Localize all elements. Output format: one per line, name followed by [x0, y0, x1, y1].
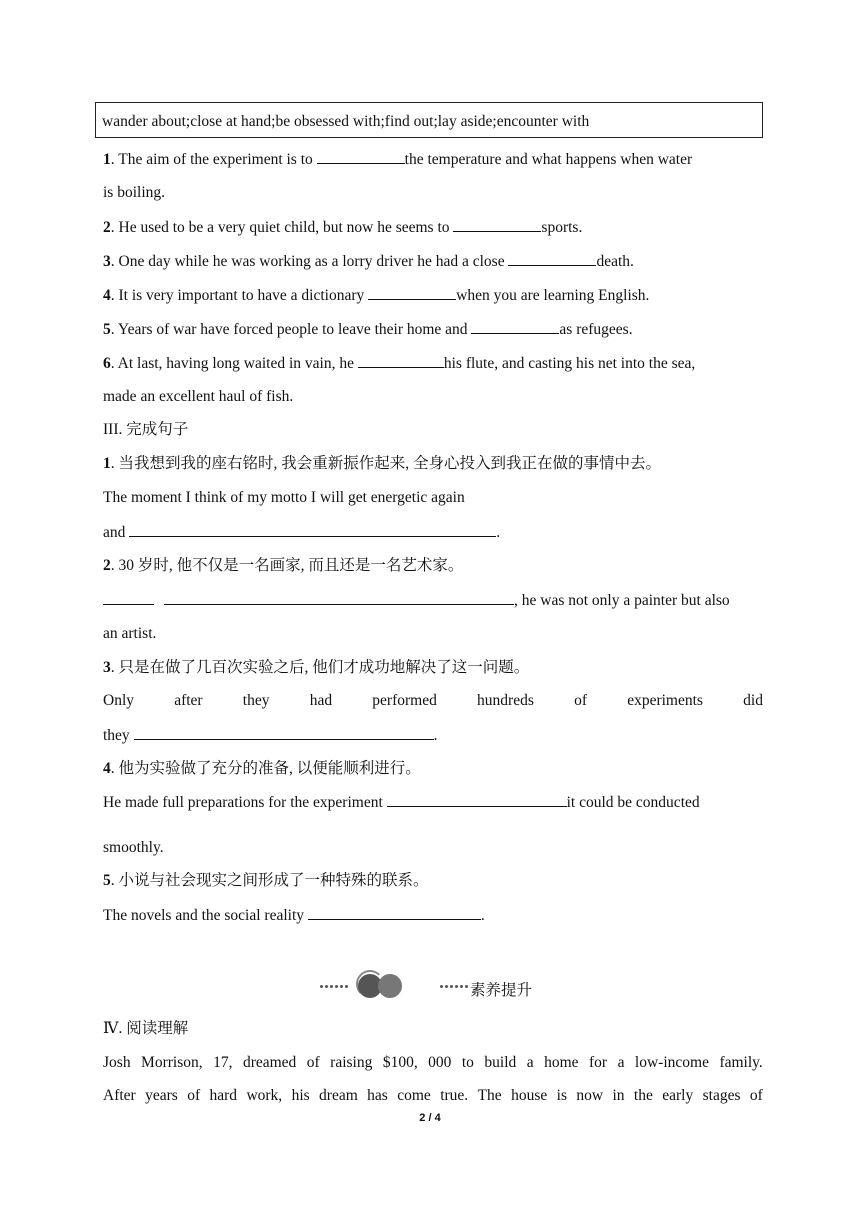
- divider-label: 素养提升: [470, 982, 533, 999]
- word: dream: [319, 1087, 358, 1104]
- word: After: [103, 1087, 136, 1104]
- word: $100,: [382, 1054, 418, 1071]
- word: to: [461, 1054, 474, 1071]
- sentence-text: , he was not only a painter but also: [514, 592, 730, 609]
- section-heading: III. 完成句子: [103, 421, 189, 438]
- paragraph-line-2: [103, 1086, 763, 1106]
- word: early: [662, 1087, 694, 1104]
- word: performed: [372, 692, 437, 709]
- word: the: [633, 1087, 653, 1104]
- word: raising: [330, 1054, 373, 1071]
- word: is: [556, 1087, 567, 1104]
- word: of: [306, 1054, 320, 1071]
- question-text: . It is very important to have a dictionary: [110, 287, 369, 304]
- question-text: the temperature and what happens when water: [404, 151, 693, 168]
- word: for: [589, 1054, 608, 1071]
- chinese-prompt: . 当我想到我的座右铭时, 我会重新振作起来, 全身心投入到我正在做的事情中去。: [110, 455, 662, 472]
- question-2-1: [103, 149, 763, 170]
- question-2-3: [103, 251, 763, 272]
- sentence-text: .: [433, 727, 438, 744]
- question-number: 3: [103, 253, 111, 270]
- circle-icon: [378, 974, 402, 998]
- word: true.: [440, 1087, 469, 1104]
- word: low-income: [634, 1054, 709, 1071]
- question-text: death.: [596, 253, 634, 270]
- word: they: [242, 692, 270, 709]
- question-3-4-english-line2: smoothly.: [103, 839, 164, 856]
- dots-decoration: [440, 985, 470, 989]
- question-3-3-english-line2: [103, 725, 763, 746]
- chinese-prompt: . 小说与社会现实之间形成了一种特殊的联系。: [110, 872, 429, 889]
- question-text: . He used to be a very quiet child, but now he seems to: [110, 219, 454, 236]
- question-text: . Years of war have forced people to leave their home and: [110, 321, 472, 338]
- question-text: his flute, and casting his net into the sea,: [443, 355, 696, 372]
- page-number: 2 / 4: [419, 1112, 441, 1124]
- word: of: [574, 692, 587, 709]
- word: dreamed: [242, 1054, 297, 1071]
- word: had: [309, 692, 333, 709]
- question-3-1-english: The moment I think of my motto I will get energetic again: [103, 489, 465, 506]
- sentence-text: .: [480, 907, 485, 924]
- chinese-prompt: . 他为实验做了充分的准备, 以便能顺利进行。: [110, 760, 421, 777]
- question-2-1-continued: is boiling.: [103, 184, 166, 201]
- question-number: 4: [103, 287, 111, 304]
- answer-blank[interactable]: [317, 149, 405, 164]
- question-text: . At last, having long waited in vain, he: [110, 355, 358, 372]
- answer-blank[interactable]: [134, 725, 434, 740]
- answer-blank[interactable]: [164, 590, 514, 605]
- paragraph-line-1: [103, 1053, 763, 1073]
- word: his: [291, 1087, 310, 1104]
- word: a: [526, 1054, 534, 1071]
- question-number: 2: [103, 557, 111, 574]
- answer-blank[interactable]: [103, 590, 154, 605]
- sentence-text: He made full preparations for the experiment: [103, 794, 387, 811]
- question-2-6-continued: made an excellent haul of fish.: [103, 388, 294, 405]
- word: The: [477, 1087, 502, 1104]
- question-3-2-english: [103, 590, 763, 611]
- question-3-3-chinese: [103, 658, 763, 678]
- word: a: [617, 1054, 625, 1071]
- word: hard: [209, 1087, 238, 1104]
- question-number: 6: [103, 355, 111, 372]
- sentence-text: .: [496, 524, 501, 541]
- question-number: 5: [103, 872, 111, 889]
- answer-blank[interactable]: [508, 251, 596, 266]
- word: Josh: [103, 1054, 131, 1071]
- section-heading: Ⅳ. 阅读理解: [103, 1020, 189, 1037]
- sentence-text: and: [103, 524, 130, 541]
- dots-decoration: [320, 985, 350, 989]
- word: experiments: [627, 692, 703, 709]
- question-3-4-chinese: [103, 759, 763, 779]
- word: hundreds: [477, 692, 534, 709]
- answer-blank[interactable]: [453, 217, 541, 232]
- question-2-6: [103, 353, 763, 374]
- section-divider: [318, 974, 548, 1000]
- word: in: [612, 1087, 625, 1104]
- question-3-1-english-line2: [103, 522, 763, 543]
- answer-blank[interactable]: [308, 905, 481, 920]
- word: house: [511, 1087, 548, 1104]
- question-number: 3: [103, 659, 111, 676]
- question-text: sports.: [541, 219, 583, 236]
- word: build: [484, 1054, 517, 1071]
- question-number: 4: [103, 760, 111, 777]
- word-bank-text: wander about;close at hand;be obsessed with;find out;lay aside;encounter with: [102, 113, 590, 130]
- question-3-1-chinese: [103, 454, 763, 474]
- question-text: as refugees.: [559, 321, 633, 338]
- word: did: [743, 692, 763, 709]
- question-3-4-english: [103, 792, 763, 813]
- question-number: 2: [103, 219, 111, 236]
- chinese-prompt: . 30 岁时, 他不仅是一名画家, 而且还是一名艺术家。: [110, 557, 464, 574]
- question-number: 1: [103, 455, 111, 472]
- word: home: [544, 1054, 579, 1071]
- word: Only: [103, 692, 134, 709]
- question-2-4: [103, 285, 763, 306]
- answer-blank[interactable]: [358, 353, 444, 368]
- question-text: when you are learning English.: [456, 287, 650, 304]
- word: stages: [702, 1087, 741, 1104]
- word: work,: [246, 1087, 283, 1104]
- word: now: [576, 1087, 604, 1104]
- sentence-text: they: [103, 727, 134, 744]
- word: Morrison,: [141, 1054, 203, 1071]
- question-text: . The aim of the experiment is to: [110, 151, 317, 168]
- word: 000: [428, 1054, 452, 1071]
- question-3-3-english: [103, 691, 763, 711]
- question-2-5: [103, 319, 763, 340]
- question-3-2-english-line2: an artist.: [103, 625, 157, 642]
- word: 17,: [213, 1054, 233, 1071]
- word: after: [174, 692, 203, 709]
- answer-blank[interactable]: [471, 319, 559, 334]
- question-3-5-english: [103, 905, 763, 926]
- word: years: [145, 1087, 178, 1104]
- question-2-2: [103, 217, 763, 238]
- sentence-text: it could be conducted: [566, 794, 700, 811]
- question-number: 5: [103, 321, 111, 338]
- sentence-text: The novels and the social reality: [103, 907, 308, 924]
- question-text: . One day while he was working as a lorry driver he had a close: [110, 253, 509, 270]
- word: of: [187, 1087, 201, 1104]
- chinese-prompt: . 只是在做了几百次实验之后, 他们才成功地解决了这一问题。: [110, 659, 530, 676]
- answer-blank[interactable]: [129, 522, 496, 537]
- word-bank-box: [95, 102, 763, 138]
- word: has: [367, 1087, 388, 1104]
- word: come: [397, 1087, 431, 1104]
- question-3-2-chinese: [103, 556, 763, 576]
- word: family.: [719, 1054, 763, 1071]
- question-3-5-chinese: [103, 871, 763, 891]
- answer-blank[interactable]: [387, 792, 567, 807]
- word: of: [749, 1087, 763, 1104]
- answer-blank[interactable]: [368, 285, 456, 300]
- question-number: 1: [103, 151, 111, 168]
